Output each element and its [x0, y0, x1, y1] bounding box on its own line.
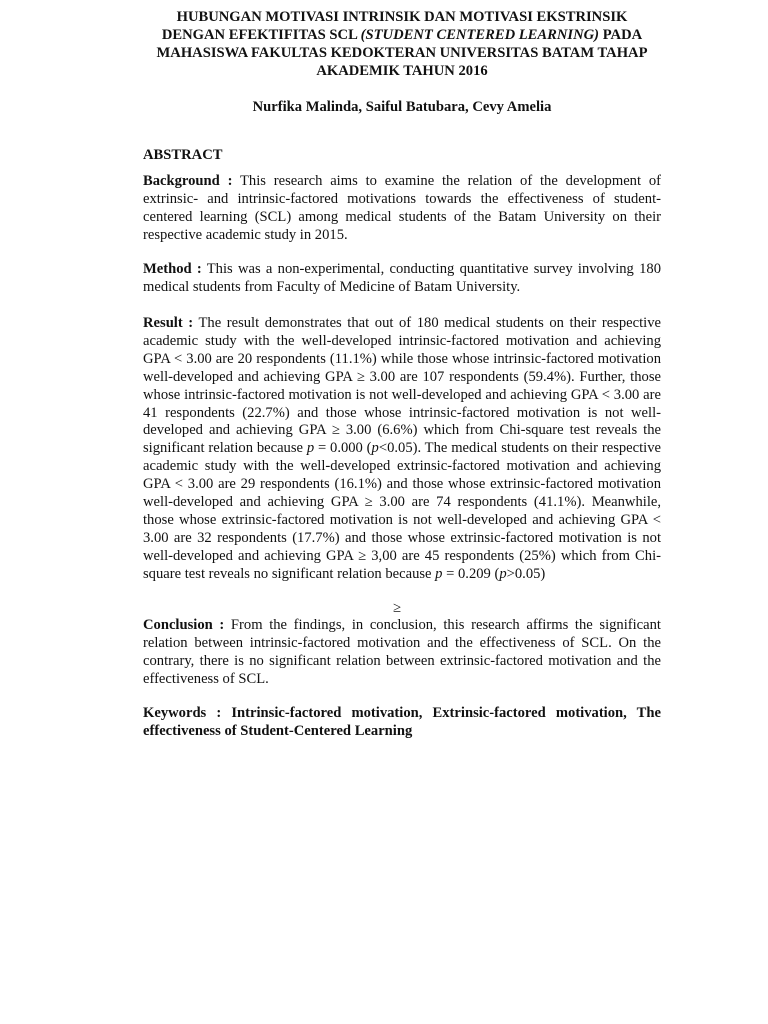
- title-line-2-italic: (STUDENT CENTERED LEARNING): [360, 27, 600, 43]
- background-paragraph: [143, 173, 661, 245]
- title-line-3: MAHASISWA FAKULTAS KEDOKTERAN UNIVERSITAS BATAM TAHAP: [156, 45, 648, 61]
- method-label: Method :: [143, 261, 202, 277]
- authors: Nurfika Malinda, Saiful Batubara, Cevy Amelia: [252, 99, 552, 115]
- result-text-5: >0.05): [506, 565, 546, 582]
- result-p-var-4: p: [499, 565, 507, 582]
- result-text-2: = 0.000 (: [314, 440, 372, 457]
- result-p-var-3: p: [435, 565, 443, 582]
- background-label: Background :: [143, 173, 233, 189]
- result-text-3: <0.05). The medical students on their respective academic study with the well-developed extrinsic-factored motivation and achieving GPA < 3.00 are 29 respondents (16.1%) and those whose extrinsic-factored motivation well-developed and achieving GPA ≥ 3.00 are 74 respondents (41.1%). Meanwhile, those whose extrinsic-factored motivation is not well-developed and achieving GPA < 3.00 are 32 respondents (17.7%) and those whose extrinsic-factored motivation is not well-developed and achieving GPA ≥ 3,00 are 45 respondents (25%) which from Chi-square test reveals no significant relation because: [143, 440, 662, 582]
- method-paragraph: [143, 261, 661, 297]
- conclusion-label: Conclusion :: [143, 617, 225, 633]
- title-line-2: [140, 26, 664, 44]
- title-line-2-start: DENGAN EFEKTIFITAS SCL: [161, 27, 361, 43]
- title-line-2-end: PADA: [599, 27, 643, 43]
- method-text: This was a non-experimental, conducting quantitative survey involving 180 medical students from Faculty of Medicine of Batam University.: [143, 261, 661, 295]
- title-line-1: HUBUNGAN MOTIVASI INTRINSIK DAN MOTIVASI EKSTRINSIK: [176, 9, 628, 25]
- result-paragraph: [143, 315, 661, 584]
- result-label: Result :: [143, 315, 194, 331]
- paper-title: [140, 8, 664, 80]
- conclusion-paragraph: [143, 617, 661, 689]
- result-p-var-2: p: [371, 440, 379, 457]
- result-p-var-1: p: [306, 440, 315, 457]
- background-text: This research aims to examine the relation of the development of extrinsic- and intrinsic-factored motivations towards the effectiveness of student-centered learning (SCL) among medical students of the Batam University on their respective academic study in 2015.: [143, 173, 662, 243]
- conclusion-text: From the findings, in conclusion, this research affirms the significant relation between intrinsic-factored motivation and the effectiveness of SCL. On the contrary, there is no significant relation between extrinsic-factored motivation and the effectiveness of SCL.: [143, 617, 661, 687]
- result-text-4: = 0.209 (: [442, 565, 500, 582]
- result-text-1: The result demonstrates that out of 180 medical students on their respective academic study with the well-developed intrinsic-factored motivation and achieving GPA < 3.00 are 20 respondents (11.1%) while those whose intrinsic-factored motivation well-developed and achieving GPA ≥ 3.00 are 107 respondents (59.4%). Further, those whose intrinsic-factored motivation is not well-developed and achieving GPA < 3.00 are 41 respondents (22.7%) and those whose intrinsic-factored motivation is not well-developed and achieving GPA ≥ 3.00 (6.6%) which from Chi-square test reveals the significant relation because: [143, 315, 661, 457]
- abstract-heading: ABSTRACT: [143, 147, 223, 163]
- title-line-4: AKADEMIK TAHUN 2016: [316, 63, 488, 79]
- keywords-paragraph: Keywords : Intrinsic-factored motivation, Extrinsic-factored motivation, The effectiveness of Student-Centered Learning: [143, 705, 661, 739]
- stray-symbol: ≥: [393, 600, 402, 616]
